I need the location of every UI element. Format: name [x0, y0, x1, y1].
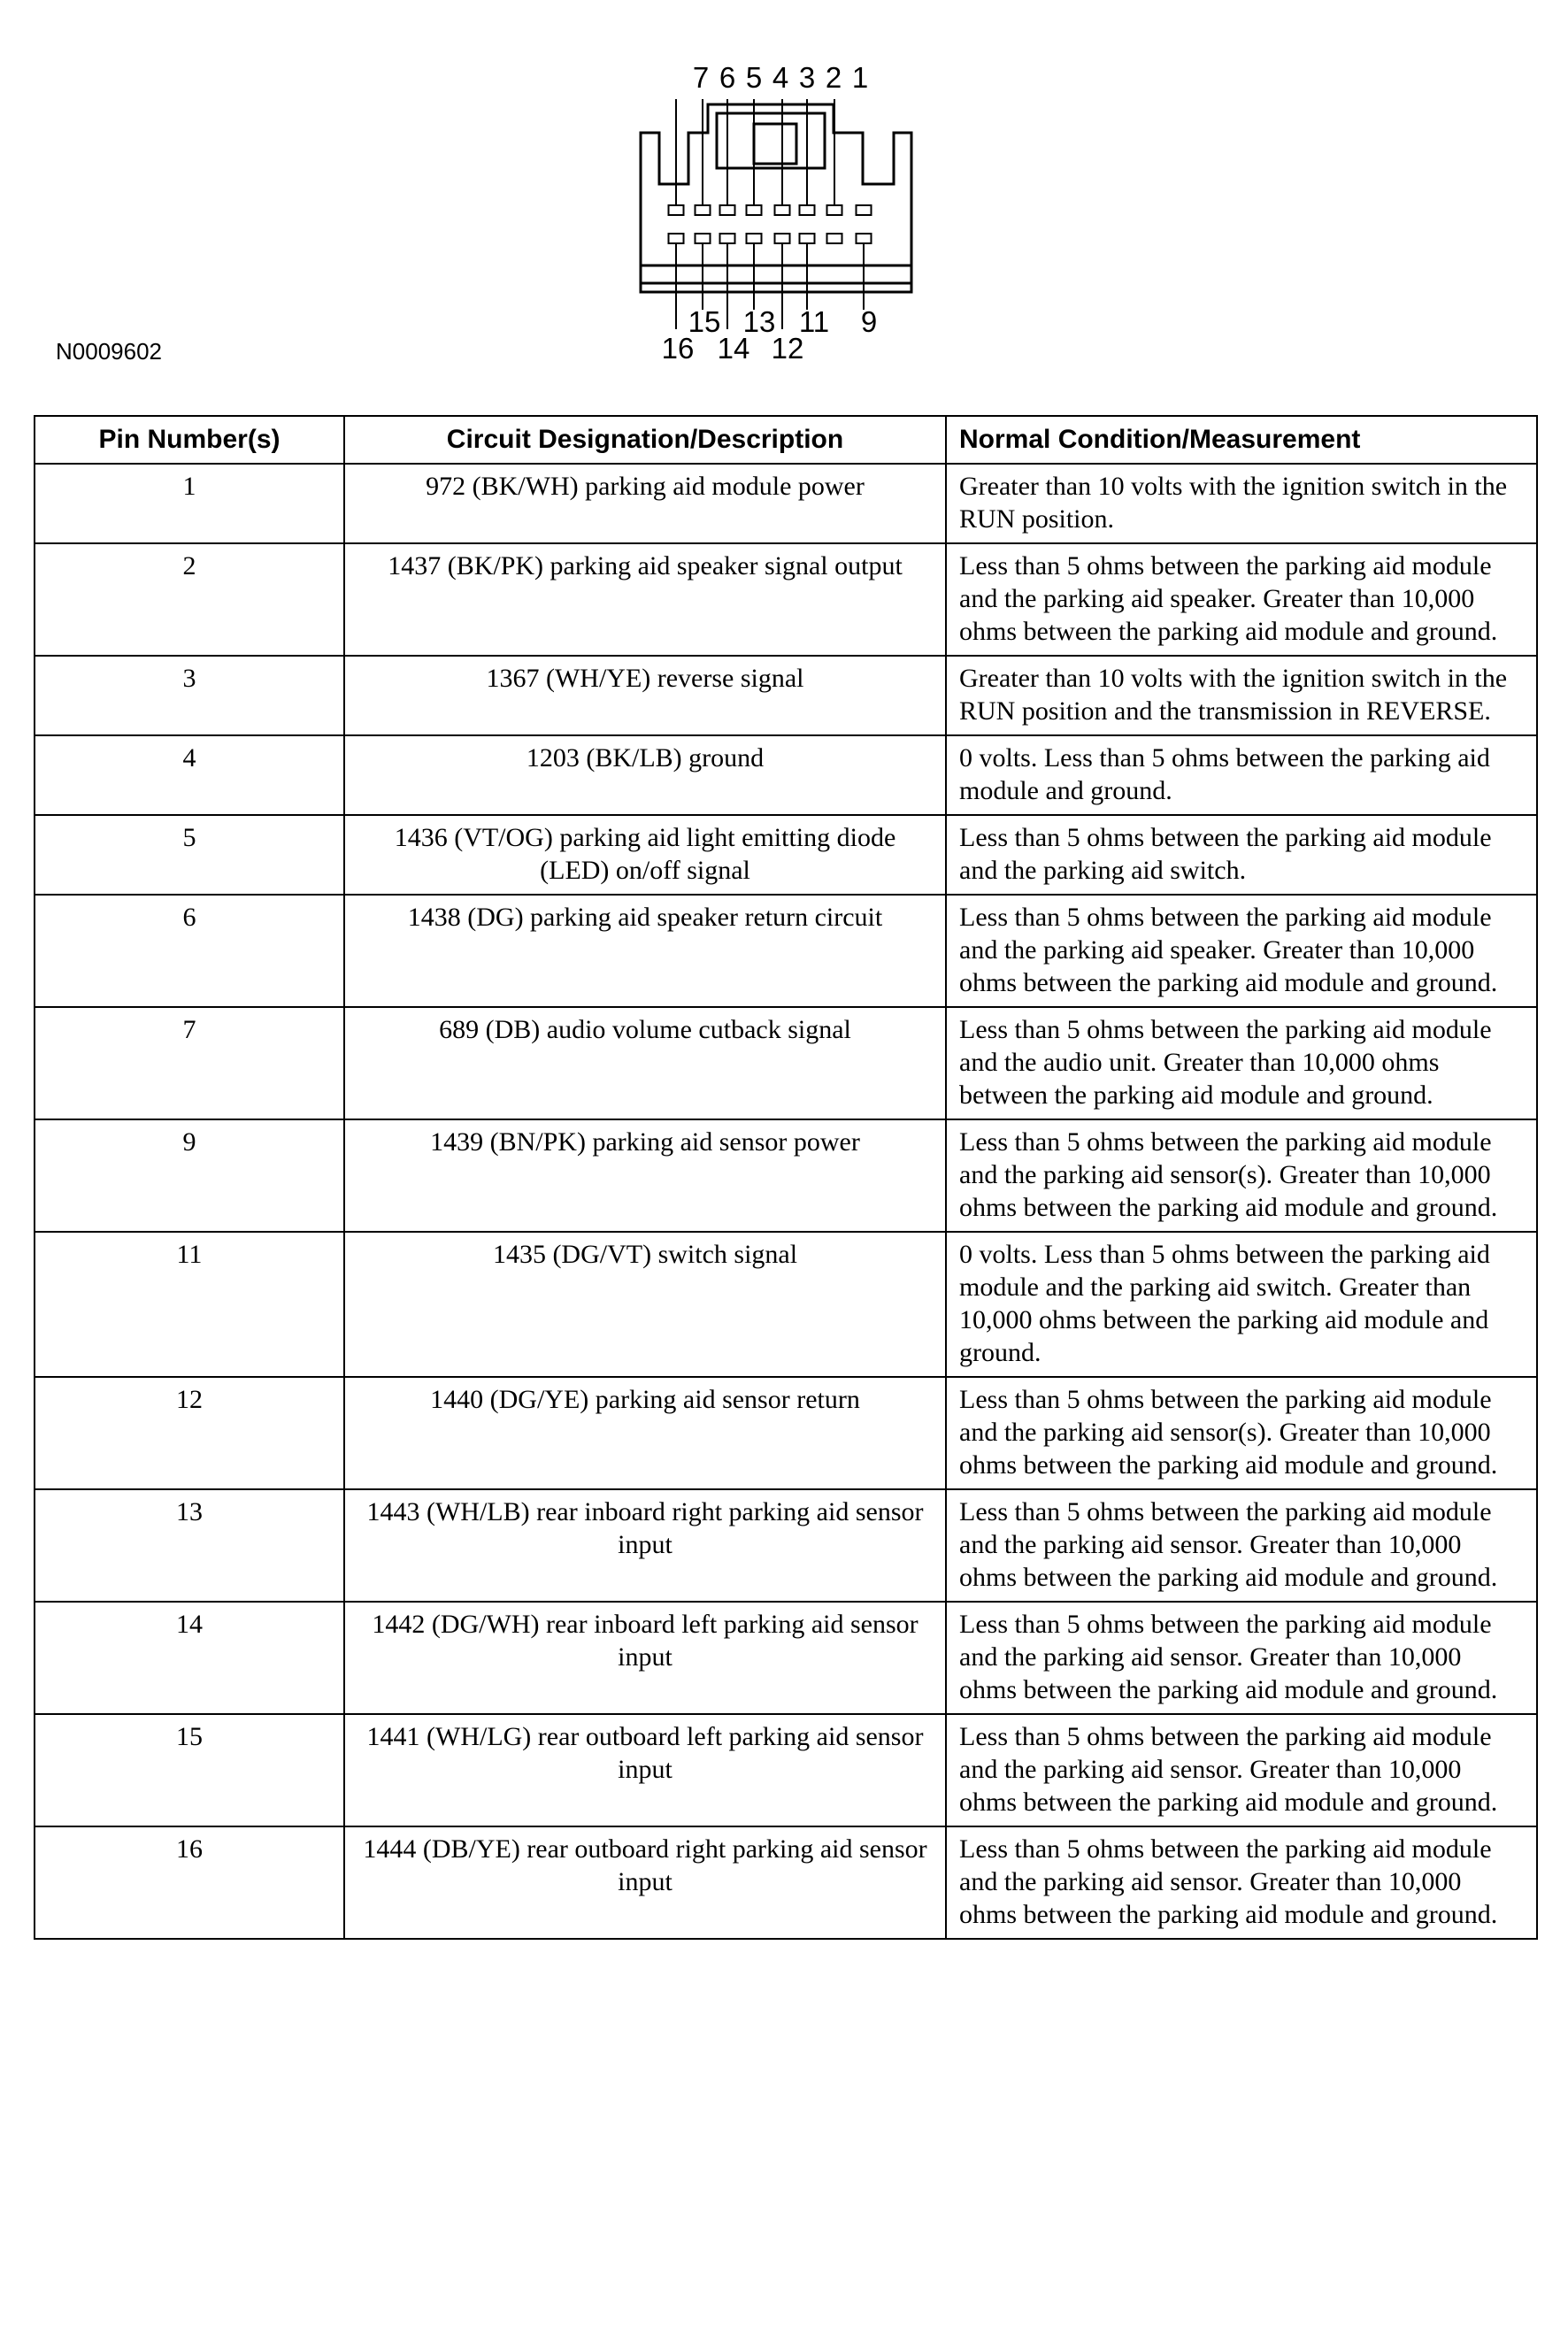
pin-number-label: 16 [661, 332, 695, 365]
pin-cell: 12 [35, 1377, 344, 1489]
upper-terminal-cavity [720, 205, 735, 215]
lower-terminal-cavity [857, 234, 872, 243]
lower-terminal-cavity [800, 234, 815, 243]
pin-cell: 9 [35, 1119, 344, 1232]
circuit-cell: 1442 (DG/WH) rear inboard left parking aid sensor input [344, 1602, 946, 1714]
circuit-cell: 1436 (VT/OG) parking aid light emitting diode (LED) on/off signal [344, 815, 946, 895]
figure-id: N0009602 [56, 338, 162, 365]
table-row [35, 1232, 1537, 1377]
connector-housing [641, 104, 911, 292]
condition-cell: 0 volts. Less than 5 ohms between the parking aid module and the parking aid switch. Greater than 10,000 ohms between the parking aid module and ground. [946, 1232, 1537, 1377]
lower-terminal-cavity [669, 234, 684, 243]
circuit-cell: 1437 (BK/PK) parking aid speaker signal output [344, 543, 946, 656]
pin-number-label: 6 [719, 61, 736, 94]
pin-cell: 16 [35, 1826, 344, 1939]
pin-number-label: 15 [688, 305, 721, 338]
pin-cell: 3 [35, 656, 344, 735]
pin-cell: 4 [35, 735, 344, 815]
circuit-cell: 689 (DB) audio volume cutback signal [344, 1007, 946, 1119]
condition-cell: Less than 5 ohms between the parking aid module and the audio unit. Greater than 10,000 ohms between the parking aid module and ground. [946, 1007, 1537, 1119]
upper-terminal-cavity [747, 205, 762, 215]
condition-cell: Less than 5 ohms between the parking aid module and the parking aid sensor. Greater than 10,000 ohms between the parking aid module and ground. [946, 1489, 1537, 1602]
condition-cell: Greater than 10 volts with the ignition switch in the RUN position and the transmission in REVERSE. [946, 656, 1537, 735]
circuit-cell: 972 (BK/WH) parking aid module power [344, 464, 946, 543]
lower-terminal-cavity [747, 234, 762, 243]
header-circuit: Circuit Designation/Description [344, 416, 946, 464]
lower-terminal-cavity [827, 234, 842, 243]
condition-cell: Less than 5 ohms between the parking aid module and the parking aid sensor. Greater than 10,000 ohms between the parking aid module and ground. [946, 1602, 1537, 1714]
condition-cell: Less than 5 ohms between the parking aid module and the parking aid sensor. Greater than 10,000 ohms between the parking aid module and ground. [946, 1714, 1537, 1826]
table-row [35, 735, 1537, 815]
condition-cell: Less than 5 ohms between the parking aid module and the parking aid speaker. Greater than 10,000 ohms between the parking aid module and ground. [946, 543, 1537, 656]
table-row [35, 1714, 1537, 1826]
table-row [35, 1826, 1537, 1939]
circuit-cell: 1439 (BN/PK) parking aid sensor power [344, 1119, 946, 1232]
pin-cell: 11 [35, 1232, 344, 1377]
connector-face-diagram [0, 0, 1568, 389]
table-row [35, 656, 1537, 735]
lower-terminal-cavity [696, 234, 711, 243]
table-row [35, 464, 1537, 543]
pin-cell: 2 [35, 543, 344, 656]
circuit-cell: 1438 (DG) parking aid speaker return circuit [344, 895, 946, 1007]
circuit-cell: 1443 (WH/LB) rear inboard right parking aid sensor input [344, 1489, 946, 1602]
upper-terminal-cavity [800, 205, 815, 215]
condition-cell: Less than 5 ohms between the parking aid module and the parking aid sensor. Greater than 10,000 ohms between the parking aid module and ground. [946, 1826, 1537, 1939]
upper-terminal-cavity [857, 205, 872, 215]
pin-number-label: 2 [825, 61, 842, 94]
table-row [35, 543, 1537, 656]
circuit-cell: 1203 (BK/LB) ground [344, 735, 946, 815]
lower-terminal-cavity [720, 234, 735, 243]
circuit-cell: 1441 (WH/LG) rear outboard left parking aid sensor input [344, 1714, 946, 1826]
header-pin-number: Pin Number(s) [35, 416, 344, 464]
upper-terminal-cavity [696, 205, 711, 215]
pin-number-label: 11 [798, 305, 830, 338]
table-row [35, 1377, 1537, 1489]
pin-number-labels [662, 61, 878, 365]
pin-cell: 6 [35, 895, 344, 1007]
condition-cell: Less than 5 ohms between the parking aid module and the parking aid sensor(s). Greater than 10,000 ohms between the parking aid module and ground. [946, 1119, 1537, 1232]
condition-cell: Less than 5 ohms between the parking aid module and the parking aid speaker. Greater than 10,000 ohms between the parking aid module and ground. [946, 895, 1537, 1007]
pin-cell: 5 [35, 815, 344, 895]
pin-table [34, 415, 1538, 1940]
table-row [35, 1119, 1537, 1232]
circuit-cell: 1367 (WH/YE) reverse signal [344, 656, 946, 735]
upper-terminal-cavity [775, 205, 790, 215]
upper-terminal-cavity [827, 205, 842, 215]
lower-terminal-cavity [775, 234, 790, 243]
condition-cell: Less than 5 ohms between the parking aid module and the parking aid switch. [946, 815, 1537, 895]
pin-number-label: 3 [798, 61, 816, 94]
pin-cell: 14 [35, 1602, 344, 1714]
table-row [35, 1602, 1537, 1714]
pin-number-label: 5 [745, 61, 763, 94]
terminal-cavities [669, 205, 872, 243]
upper-terminal-cavity [669, 205, 684, 215]
table-row [35, 1007, 1537, 1119]
circuit-cell: 1440 (DG/YE) parking aid sensor return [344, 1377, 946, 1489]
pin-cell: 15 [35, 1714, 344, 1826]
table-row [35, 895, 1537, 1007]
circuit-cell: 1435 (DG/VT) switch signal [344, 1232, 946, 1377]
connector-figure [0, 0, 1568, 389]
table-header-row [35, 416, 1537, 464]
pin-number-label: 4 [772, 61, 789, 94]
pin-number-label: 1 [851, 61, 869, 94]
circuit-cell: 1444 (DB/YE) rear outboard right parking aid sensor input [344, 1826, 946, 1939]
pin-number-label: 12 [771, 332, 804, 365]
condition-cell: Greater than 10 volts with the ignition switch in the RUN position. [946, 464, 1537, 543]
pin-number-label: 14 [717, 332, 750, 365]
table-row [35, 1489, 1537, 1602]
pin-cell: 1 [35, 464, 344, 543]
table-row [35, 815, 1537, 895]
pin-number-label: 13 [742, 305, 776, 338]
header-condition: Normal Condition/Measurement [946, 416, 1537, 464]
pin-number-label: 7 [692, 61, 710, 94]
condition-cell: 0 volts. Less than 5 ohms between the parking aid module and ground. [946, 735, 1537, 815]
pin-cell: 7 [35, 1007, 344, 1119]
pin-cell: 13 [35, 1489, 344, 1602]
condition-cell: Less than 5 ohms between the parking aid module and the parking aid sensor(s). Greater than 10,000 ohms between the parking aid module and ground. [946, 1377, 1537, 1489]
pin-number-label: 9 [860, 305, 878, 338]
